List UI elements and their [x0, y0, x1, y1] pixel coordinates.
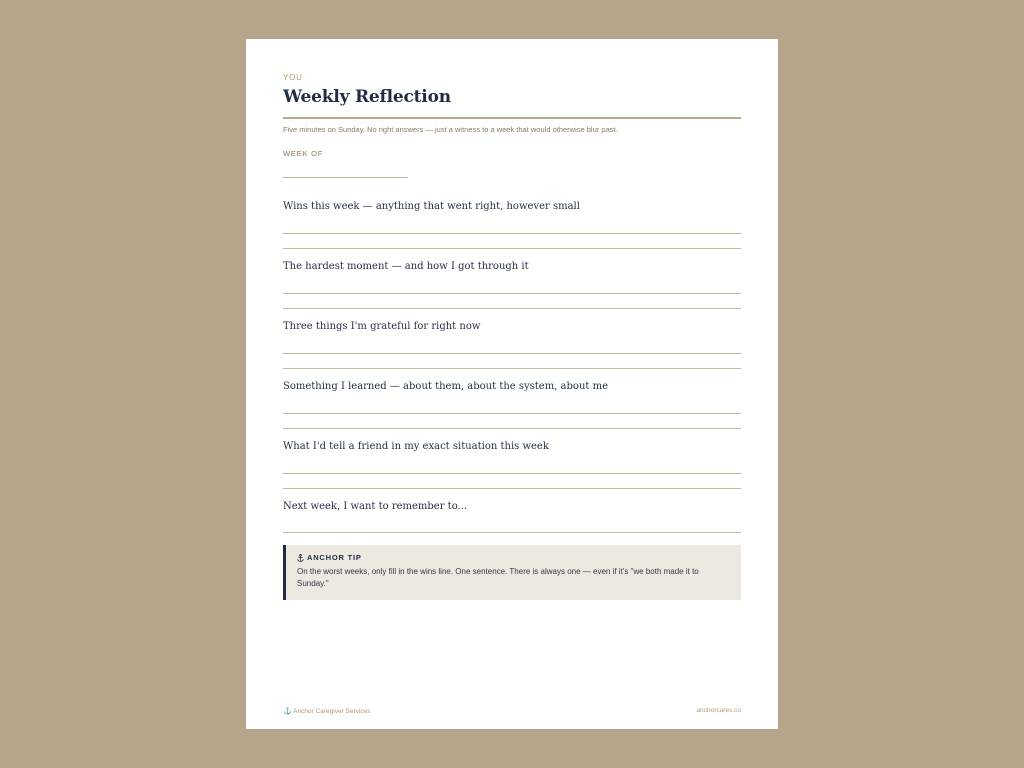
write-line[interactable]	[283, 532, 741, 533]
prompt-label: The hardest moment — and how I got through it	[283, 261, 529, 272]
title-divider	[283, 117, 741, 119]
write-line[interactable]	[283, 248, 741, 249]
write-line[interactable]	[283, 473, 741, 474]
tip-heading	[297, 553, 731, 562]
footer-brand	[283, 707, 370, 715]
prompt-learned	[283, 381, 741, 393]
write-line[interactable]	[283, 368, 741, 369]
prompt-label: What I'd tell a friend in my exact situation this week	[283, 441, 549, 452]
prompt-tell-a-friend	[283, 441, 741, 453]
footer-url[interactable]: anchorcares.co	[696, 707, 741, 714]
write-line[interactable]	[283, 428, 741, 429]
prompt-hardest-moment	[283, 261, 741, 273]
anchor-icon	[297, 554, 304, 562]
write-line[interactable]	[283, 353, 741, 354]
prompt-label: Three things I'm grateful for right now	[283, 321, 481, 332]
worksheet-page	[246, 39, 778, 729]
tip-heading-text: ANCHOR TIP	[307, 553, 362, 562]
section-eyebrow: YOU	[283, 73, 303, 82]
write-line[interactable]	[283, 308, 741, 309]
prompt-grateful	[283, 321, 741, 333]
anchor-icon: ⚓	[283, 708, 292, 715]
write-line[interactable]	[283, 233, 741, 234]
page-subtitle: Five minutes on Sunday. No right answers — just a witness to a week that would otherwise blur past.	[283, 125, 618, 134]
page-title: Weekly Reflection	[283, 87, 451, 107]
prompt-wins	[283, 201, 741, 213]
footer-brand-text: Anchor Caregiver Services	[293, 708, 371, 715]
prompt-label: Something I learned — about them, about the system, about me	[283, 381, 608, 392]
prompt-label: Wins this week — anything that went right, however small	[283, 201, 580, 212]
write-line[interactable]	[283, 293, 741, 294]
page-footer	[283, 707, 741, 715]
write-line[interactable]	[283, 413, 741, 414]
prompt-next-week	[283, 501, 741, 513]
week-of-field[interactable]	[283, 177, 408, 178]
week-of-label: WEEK OF	[283, 149, 324, 158]
write-line[interactable]	[283, 488, 741, 489]
prompt-label: Next week, I want to remember to...	[283, 501, 468, 512]
anchor-tip-callout	[283, 545, 741, 600]
tip-body: On the worst weeks, only fill in the wins line. One sentence. There is always one — even if it's "we both made it to Sunday."	[297, 567, 699, 588]
